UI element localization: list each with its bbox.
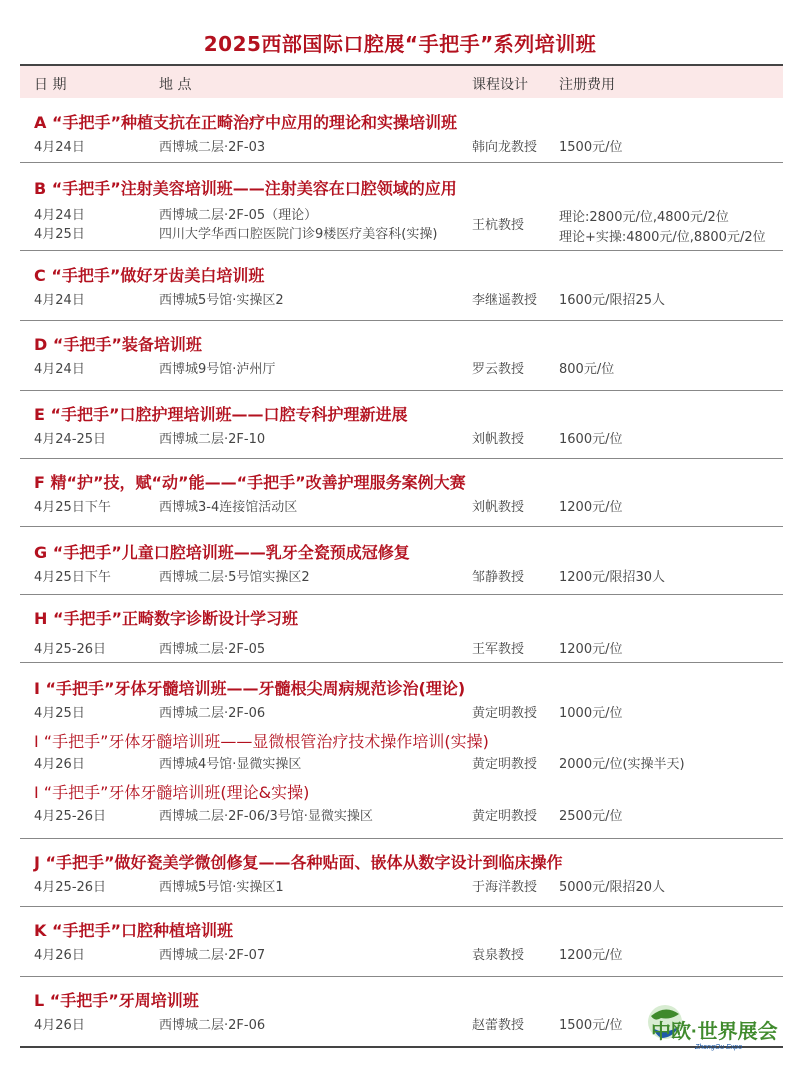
table-row [20,136,783,156]
section-k [20,906,783,977]
section-title: H “手把手”正畸数字诊断设计学习班 [34,609,298,628]
date-cell: 4月26日 [34,948,85,963]
fee-cell: 理论:2800元/位,4800元/2位 [559,210,729,225]
teacher-cell: 赵蕾教授 [472,1018,525,1033]
fee-cell: 2000元/位(实操半天) [559,757,685,772]
date-cell: 4月24日 [34,293,85,308]
fee-cell: 2500元/位 [559,809,623,824]
date-cell: 4月25-26日 [34,880,107,895]
table-row [20,289,783,309]
teacher-cell: 黄定明教授 [472,809,538,824]
teacher-cell: 王军教授 [472,642,525,657]
date-cell: 4月25-26日 [34,642,107,657]
section-h [20,594,783,663]
fee-cell: 1200元/位 [559,642,623,657]
fee-cell: 1200元/位 [559,948,623,963]
section-a [20,98,783,163]
date-cell: 4月24日 [34,140,85,155]
teacher-cell: 黄定明教授 [472,757,538,772]
fee-cell: 理论+实操:4800元/位,8800元/2位 [559,230,766,245]
place-cell: 四川大学华西口腔医院门诊9楼医疗美容科(实操) [159,227,438,242]
table-row [20,805,783,825]
teacher-cell: 韩向龙教授 [472,140,538,155]
place-cell: 西博城9号馆·泸州厅 [159,362,276,377]
fee-row [20,226,783,246]
table-row [20,753,783,773]
place-cell: 西博城二层·2F-05（理论） [159,208,318,223]
date-cell: 4月24日 [34,208,85,223]
fee-cell: 1500元/位 [559,1018,623,1033]
fee-cell: 1600元/限招25人 [559,293,666,308]
section-title: L “手把手”牙周培训班 [34,991,199,1010]
header-course: 课程设计 [472,77,528,93]
fee-cell: 1200元/位 [559,500,623,515]
section-title: F 精“护”技，赋“动”能——“手把手”改善护理服务案例大赛 [34,473,466,492]
place-cell: 西博城二层·2F-05 [159,642,266,657]
table-header [20,66,783,98]
place-cell: 西博城二层·5号馆实操区2 [159,570,310,585]
header-place: 地 点 [159,77,192,93]
table-row [20,876,783,896]
expo-logo [643,1000,793,1052]
table-row [20,702,783,722]
section-title: K “手把手”口腔种植培训班 [34,921,234,940]
teacher-cell: 袁泉教授 [472,948,525,963]
table-row [20,566,783,586]
page-title: 2025西部国际口腔展“手把手”系列培训班 [203,32,597,56]
teacher-cell: 邹静教授 [472,570,525,585]
fee-cell: 5000元/限招20人 [559,880,666,895]
section-title: G “手把手”儿童口腔培训班——乳牙全瓷预成冠修复 [34,543,410,562]
place-cell: 西博城5号馆·实操区1 [159,880,284,895]
section-e [20,390,783,459]
table-row [20,428,783,448]
section-title: E “手把手”口腔护理培训班——口腔专科护理新进展 [34,405,408,424]
date-cell: 4月25日 [34,706,85,721]
place-cell: 西博城3-4连接馆活动区 [159,500,298,515]
place-cell: 西博城二层·2F-06 [159,1018,266,1033]
section-title: J “手把手”做好瓷美学微创修复——各种贴面、嵌体从数字设计到临床操作 [34,853,563,872]
section-f [20,458,783,527]
fee-cell: 800元/位 [559,362,615,377]
section-title: A “手把手”种植支抗在正畸治疗中应用的理论和实操培训班 [34,113,457,132]
place-cell: 西博城二层·2F-06/3号馆·显微实操区 [159,809,373,824]
table-row [20,944,783,964]
teacher-cell: 黄定明教授 [472,706,538,721]
section-title: I “手把手”牙体牙髓培训班——牙髓根尖周病规范诊治(理论) [34,679,466,698]
section-i [20,662,783,839]
fee-cell: 1500元/位 [559,140,623,155]
date-cell: 4月24日 [34,362,85,377]
section-j [20,838,783,907]
section-title: B “手把手”注射美容培训班——注射美容在口腔领域的应用 [34,179,457,198]
section-subtitle: I “手把手”牙体牙髓培训班——显微根管治疗技术操作培训(实操) [34,732,489,751]
date-cell: 4月25日下午 [34,500,111,515]
section-title: D “手把手”装备培训班 [34,335,202,354]
section-b [20,162,783,251]
place-cell: 西博城二层·2F-06 [159,706,266,721]
date-cell: 4月25-26日 [34,809,107,824]
fee-row [20,206,783,226]
date-cell: 4月25日下午 [34,570,111,585]
date-cell: 4月25日 [34,227,85,242]
teacher-cell: 罗云教授 [472,362,525,377]
logo-text: 中欧·世界展会 [651,1021,778,1043]
fee-cell: 1600元/位 [559,432,623,447]
date-cell: 4月26日 [34,757,85,772]
fee-cell: 1200元/限招30人 [559,570,666,585]
header-date: 日 期 [34,77,67,93]
teacher-cell: 李继遥教授 [472,293,538,308]
teacher-cell: 刘帆教授 [472,500,525,515]
section-subtitle: I “手把手”牙体牙髓培训班(理论&实操) [34,783,310,802]
table-row [20,358,783,378]
place-cell: 西博城二层·2F-10 [159,432,266,447]
teacher-cell: 刘帆教授 [472,432,525,447]
fee-cell: 1000元/位 [559,706,623,721]
section-g [20,526,783,595]
section-c [20,250,783,321]
table-row [20,496,783,516]
teacher-cell: 于海洋教授 [472,880,538,895]
teacher-cell: 王杭教授 [472,218,525,233]
section-title: C “手把手”做好牙齿美白培训班 [34,266,265,285]
place-cell: 西博城4号馆·显微实操区 [159,757,302,772]
header-fee: 注册费用 [559,77,615,93]
logo-subtext: ZhongOu Expo [695,1044,743,1051]
place-cell: 西博城二层·2F-07 [159,948,266,963]
date-cell: 4月24-25日 [34,432,107,447]
date-cell: 4月26日 [34,1018,85,1033]
place-cell: 西博城二层·2F-03 [159,140,266,155]
table-row [20,638,783,658]
section-d [20,320,783,391]
place-cell: 西博城5号馆·实操区2 [159,293,284,308]
